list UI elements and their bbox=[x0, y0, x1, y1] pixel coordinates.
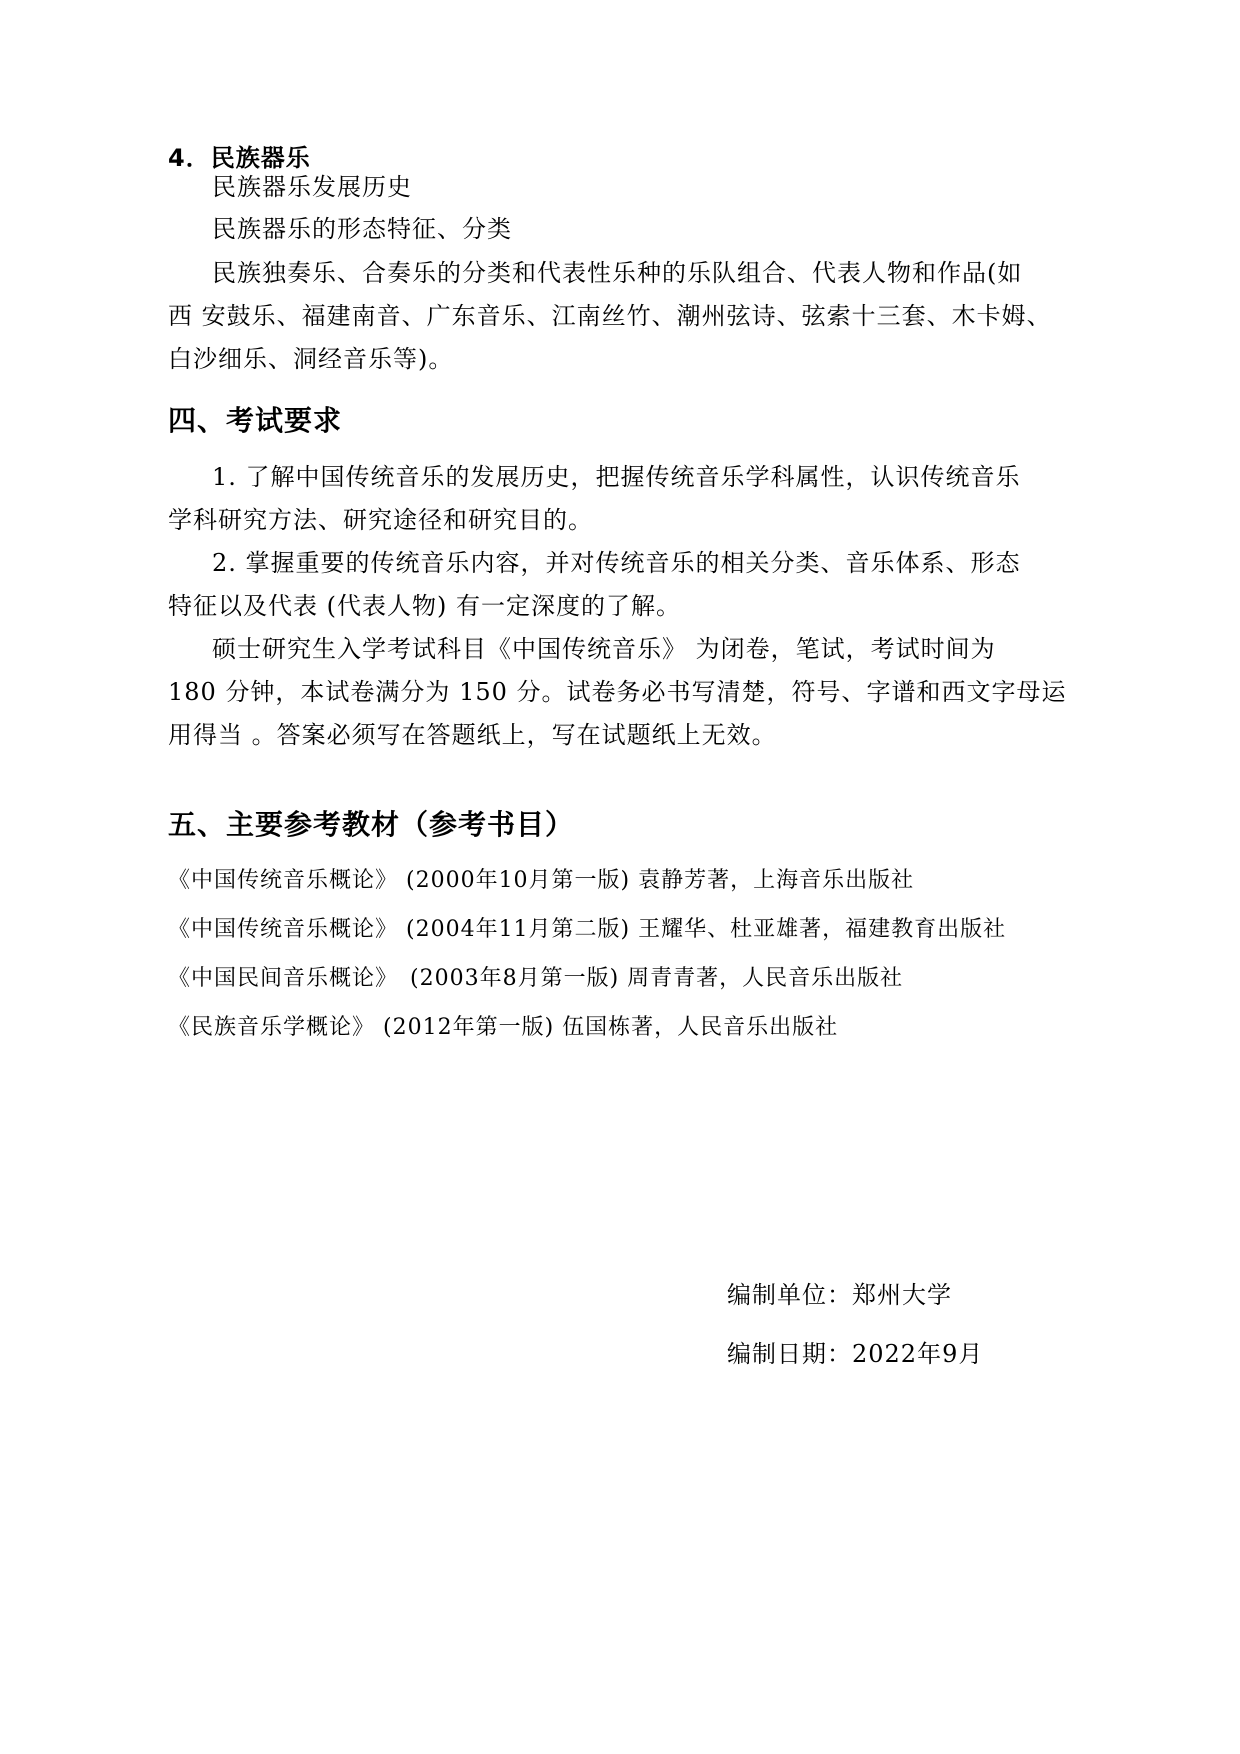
requirement-2-line: 2. 掌握重要的传统音乐内容，并对传统音乐的相关分类、音乐体系、形态 bbox=[212, 549, 1021, 577]
exam-info-line: 用得当 。答案必须写在答题纸上，写在试题纸上无效。 bbox=[168, 721, 777, 749]
reference-item: 《中国传统音乐概论》 (2000年10月第一版) 袁静芳著，上海音乐出版社 bbox=[168, 868, 915, 893]
references-heading: 五、主要参考教材（参考书目） bbox=[168, 808, 575, 841]
compiling-unit: 编制单位：郑州大学 bbox=[727, 1281, 952, 1309]
section-4-heading: 4．民族器乐 bbox=[168, 144, 311, 172]
section-4-paragraph-line: 白沙细乐、洞经音乐等)。 bbox=[168, 345, 454, 373]
exam-info-line: 硕士研究生入学考试科目《中国传统音乐》 为闭卷，笔试，考试时间为 bbox=[212, 635, 996, 663]
reference-item: 《中国民间音乐概论》 (2003年8月第一版) 周青青著，人民音乐出版社 bbox=[168, 966, 904, 991]
reference-item: 《中国传统音乐概论》 (2004年11月第二版) 王耀华、杜亚雄著，福建教育出版社 bbox=[168, 917, 1007, 942]
requirement-1-line: 1. 了解中国传统音乐的发展历史，把握传统音乐学科属性，认识传统音乐 bbox=[212, 463, 1021, 491]
requirement-1-line: 学科研究方法、研究途径和研究目的。 bbox=[168, 506, 593, 534]
section-4-item: 民族器乐发展历史 bbox=[212, 173, 412, 201]
section-4-paragraph-line: 民族独奏乐、合奏乐的分类和代表性乐种的乐队组合、代表人物和作品(如 bbox=[212, 259, 1023, 287]
section-4-paragraph-line: 西 安鼓乐、福建南音、广东音乐、江南丝竹、潮州弦诗、弦索十三套、木卡姆、 bbox=[168, 302, 1052, 330]
requirement-2-line: 特征以及代表 (代表人物) 有一定深度的了解。 bbox=[168, 592, 681, 620]
reference-item: 《民族音乐学概论》 (2012年第一版) 伍国栋著，人民音乐出版社 bbox=[168, 1015, 839, 1040]
compiling-date: 编制日期：2022年9月 bbox=[727, 1340, 984, 1368]
exam-info-line: 180 分钟，本试卷满分为 150 分。试卷务必书写清楚，符号、字谱和西文字母运 bbox=[168, 678, 1067, 706]
section-4-item: 民族器乐的形态特征、分类 bbox=[212, 215, 512, 243]
exam-requirements-heading: 四、考试要求 bbox=[168, 404, 343, 437]
